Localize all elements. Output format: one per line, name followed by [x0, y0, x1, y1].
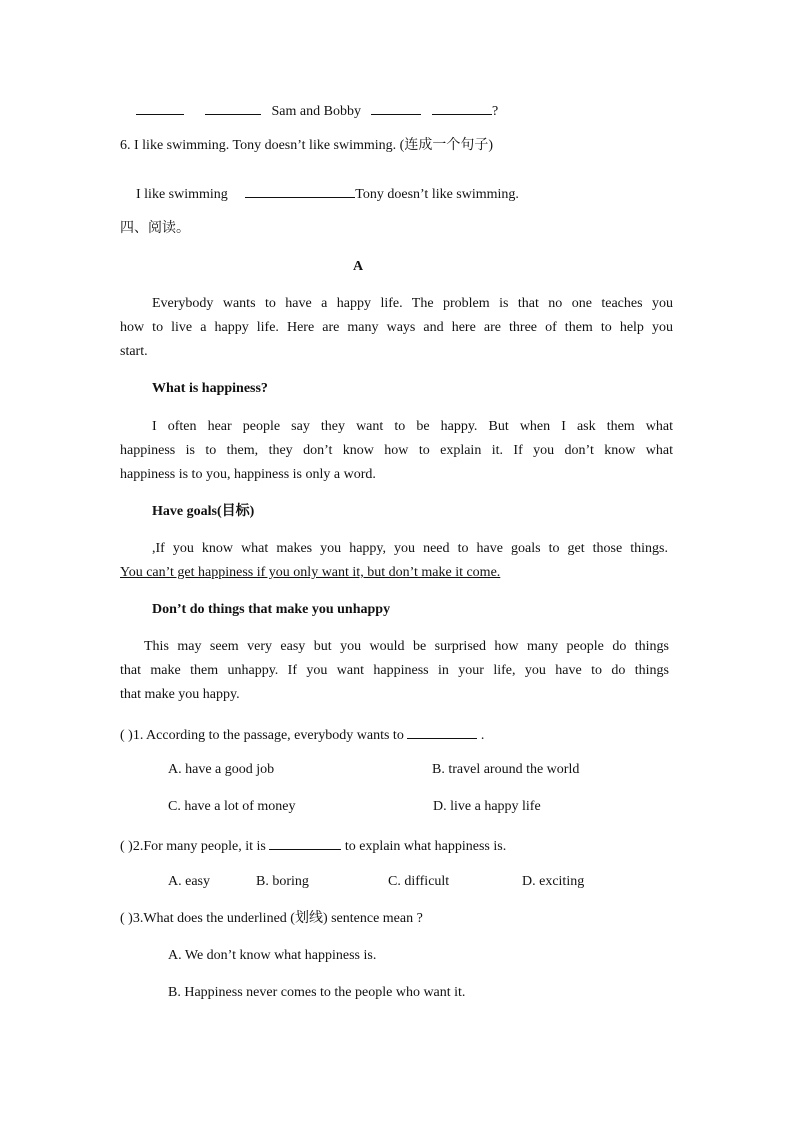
passage-p1-line1: Everybody wants to have a happy life. The problem is that no one teaches you	[152, 296, 673, 311]
passage-p4-line3: that make you happy.	[120, 687, 240, 702]
answer-blank[interactable]	[205, 100, 261, 115]
q6-answer-line	[136, 183, 519, 204]
option-b[interactable]: B. travel around the world	[432, 762, 580, 777]
option-a[interactable]: A. have a good job	[168, 762, 275, 777]
passage-p2-line3: happiness is to you, happiness is only a word.	[120, 467, 376, 482]
option-c[interactable]: C. have a lot of money	[168, 799, 296, 814]
q6-answer-start: I like swimming	[136, 187, 228, 202]
question-end: .	[480, 728, 485, 743]
passage-p2-line2: happiness is to them, they don’t know how to explain it. If you don’t know what	[120, 443, 673, 458]
question-stem: 2.For many people, it is	[132, 839, 266, 854]
q5-end-mark: ?	[491, 104, 499, 119]
passage-heading-1: What is happiness?	[152, 381, 268, 396]
question-end: to explain what happiness is.	[344, 839, 507, 854]
q6-answer-end: Tony doesn’t like swimming.	[355, 187, 519, 202]
question-stem: 1. According to the passage, everybody wants to	[132, 728, 404, 743]
section-title: 四、阅读。	[120, 221, 190, 236]
option-d[interactable]: D. exciting	[522, 874, 585, 889]
option-b[interactable]: B. boring	[256, 874, 309, 889]
question-stem: 3.What does the underlined (划线) sentence mean ?	[132, 911, 423, 926]
question-1	[120, 724, 484, 745]
passage-label: A	[352, 259, 364, 274]
answer-blank[interactable]	[407, 724, 477, 739]
passage-heading-3: Don’t do things that make you unhappy	[152, 602, 391, 617]
option-a[interactable]: A. easy	[168, 874, 210, 889]
q5-continuation	[136, 100, 498, 121]
passage-p1-line3: start.	[120, 344, 148, 359]
passage-p3-line1: ,If you know what makes you happy, you need to have goals to get those things.	[152, 541, 668, 556]
answer-paren[interactable]: ( )	[120, 911, 133, 926]
option-d[interactable]: D. live a happy life	[433, 799, 541, 814]
answer-blank[interactable]	[371, 100, 421, 115]
answer-blank[interactable]	[245, 183, 355, 198]
passage-p2-line1: I often hear people say they want to be happy. But when I ask them what	[152, 419, 673, 434]
passage-heading-2: Have goals(目标)	[152, 504, 255, 519]
answer-blank[interactable]	[269, 835, 341, 850]
option-c[interactable]: C. difficult	[388, 874, 450, 889]
answer-paren[interactable]: ( )	[120, 728, 133, 743]
passage-p4-line1: This may seem very easy but you would be surprised how many people do things	[144, 639, 669, 654]
underlined-sentence: You can’t get happiness if you only want it, but don’t make it come.	[120, 565, 501, 580]
q6-prompt: 6. I like swimming. Tony doesn’t like swimming. (连成一个句子)	[120, 138, 493, 153]
passage-p1-line2: how to live a happy life. Here are many ways and here are three of them to help you	[120, 320, 673, 335]
answer-blank[interactable]	[136, 100, 184, 115]
passage-p4-line2: that make them unhappy. If you want happiness in your life, you have to do things	[120, 663, 669, 678]
answer-paren[interactable]: ( )	[120, 839, 133, 854]
answer-blank[interactable]	[432, 100, 492, 115]
option-b[interactable]: B. Happiness never comes to the people who want it.	[168, 985, 466, 1000]
q5-tail-text: Sam and Bobby	[271, 104, 361, 119]
option-a[interactable]: A. We don’t know what happiness is.	[168, 948, 377, 963]
question-3	[120, 910, 423, 928]
question-2	[120, 835, 506, 856]
